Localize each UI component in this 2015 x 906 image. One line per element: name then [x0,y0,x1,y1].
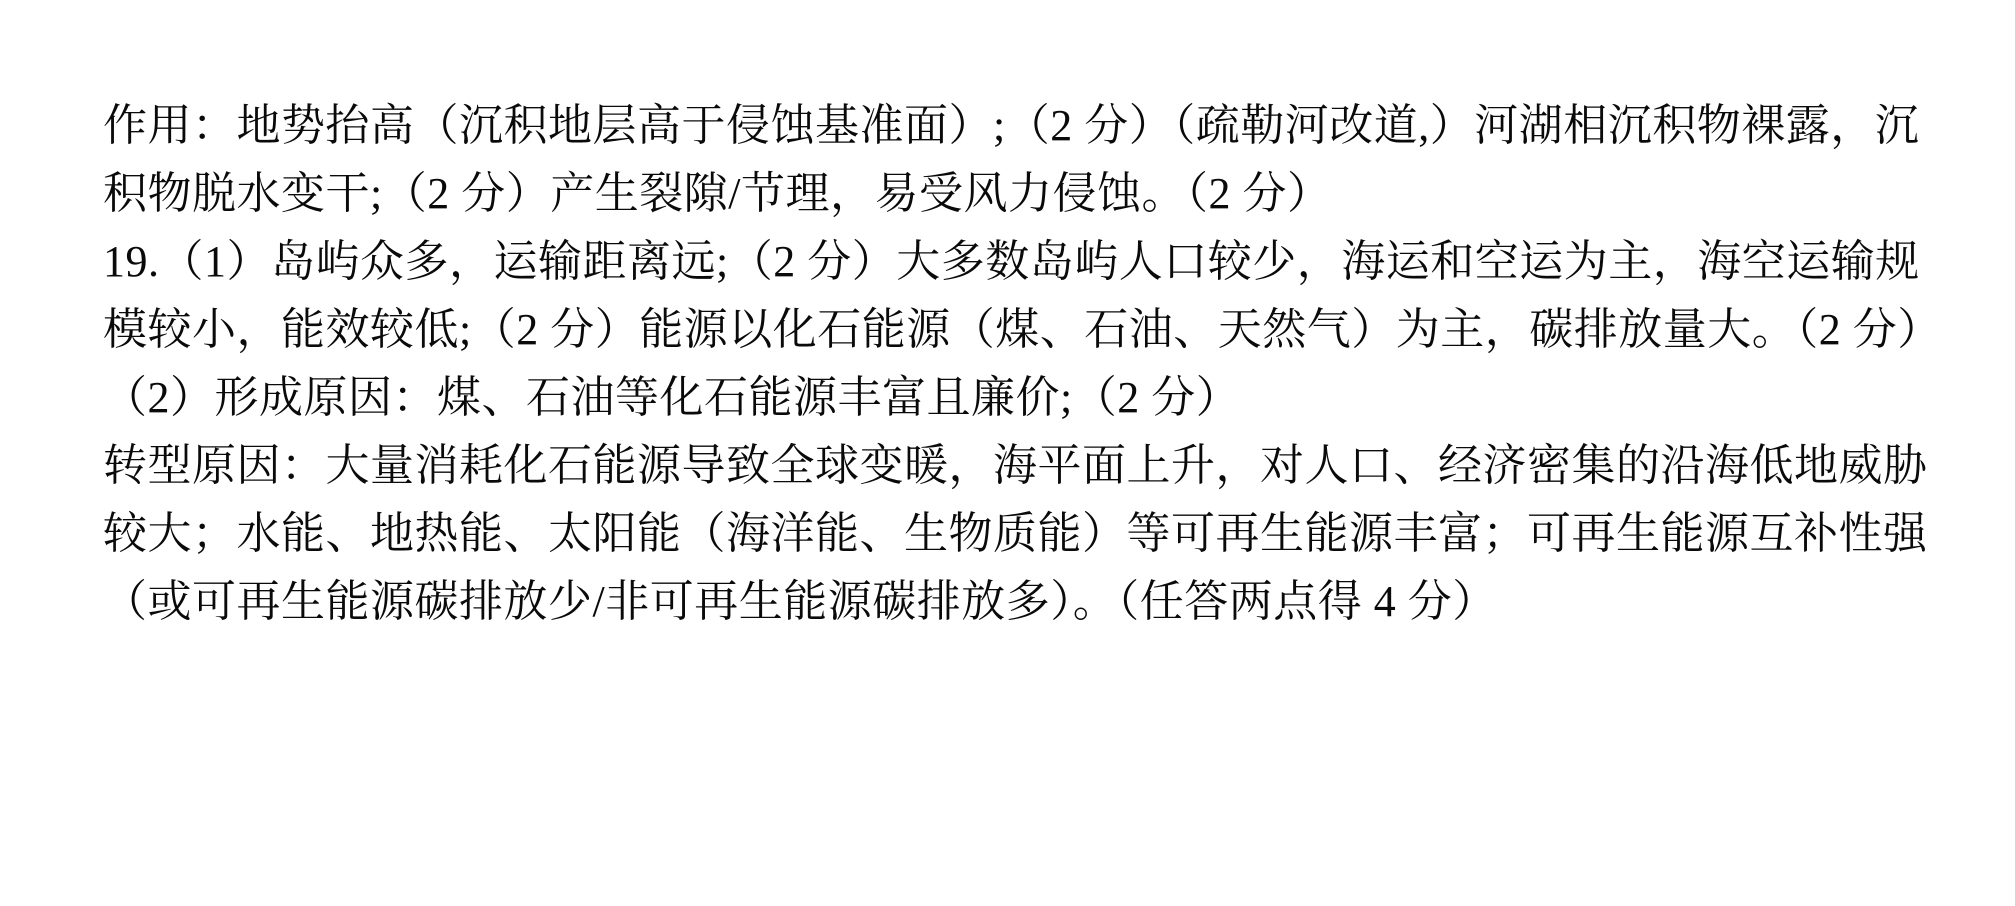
answer-line: （或可再生能源碳排放少/非可再生能源碳排放多）。（任答两点得 4 分） [103,577,1497,626]
answer-line: 较大；水能、地热能、太阳能（海洋能、生物质能）等可再生能源丰富；可再生能源互补性强 [103,509,1928,558]
answer-line: 模较小，能效较低;（2 分）能源以化石能源（煤、石油、天然气）为主，碳排放量大。（2 分） [103,305,1942,354]
answer-line: 转型原因：大量消耗化石能源导致全球变暖，海平面上升，对人口、经济密集的沿海低地威胁 [103,441,1928,490]
answer-line: 积物脱水变干;（2 分）产生裂隙/节理，易受风力侵蚀。（2 分） [103,169,1332,218]
answer-line: 作用：地势抬高（沉积地层高于侵蚀基准面）;（2 分）（疏勒河改道,）河湖相沉积物裸露，沉 [103,101,1920,150]
answer-line: （2）形成原因：煤、石油等化石能源丰富且廉价;（2 分） [103,373,1241,422]
answer-line: 19.（1）岛屿众多，运输距离远;（2 分）大多数岛屿人口较少，海运和空运为主，海空运输规 [103,237,1920,286]
